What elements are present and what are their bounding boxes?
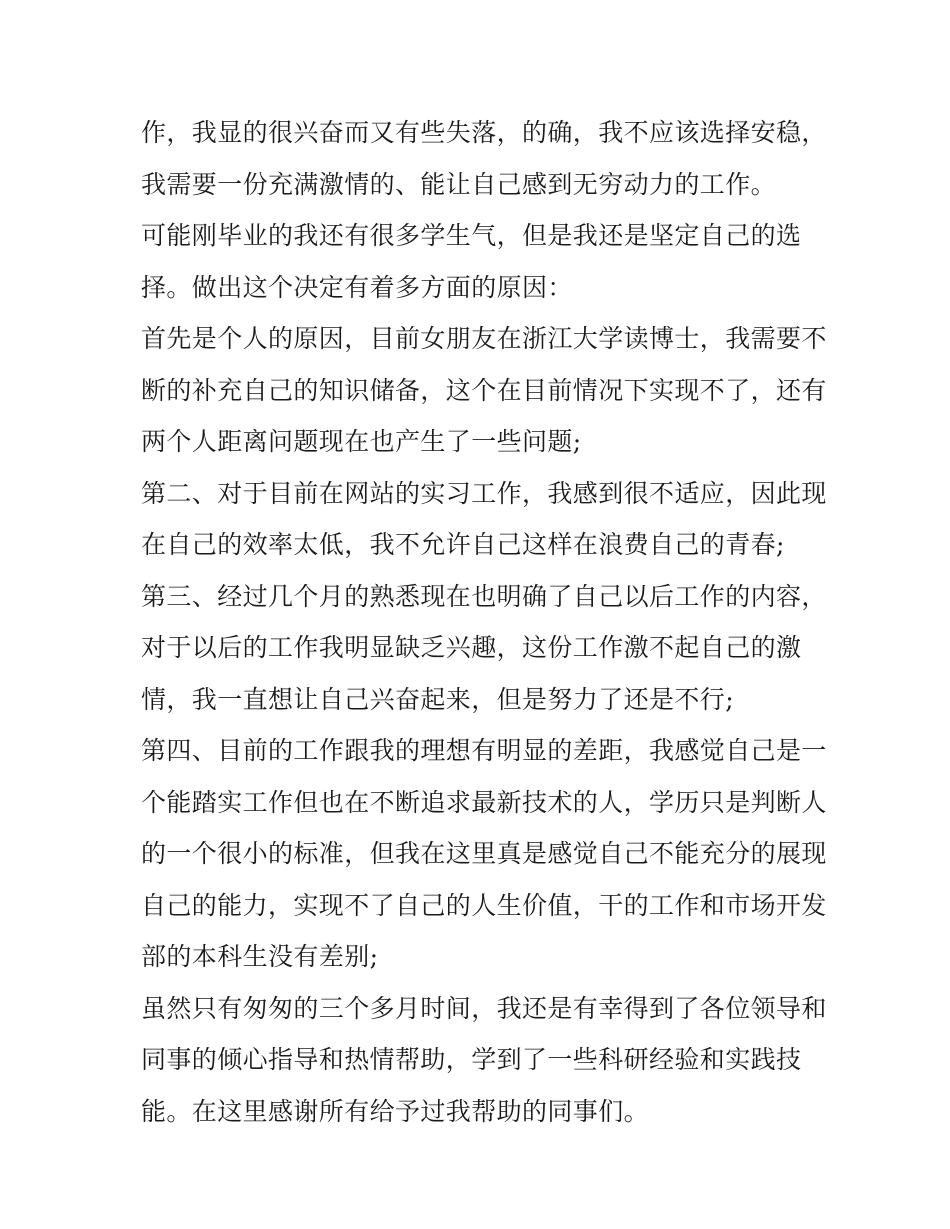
text-line: 情，我一直想让自己兴奋起来，但是努力了还是不行; xyxy=(141,684,735,714)
text-line: 在自己的效率太低，我不允许自己这样在浪费自己的青春; xyxy=(141,530,785,559)
text-line: 部的本科生没有差别; xyxy=(141,942,379,971)
body-text xyxy=(141,107,831,1137)
text-line: 个能踏实工作但也在不断追求最新技术的人，学历只是判断人 xyxy=(141,787,827,817)
text-line: 断的补充自己的知识储备，这个在目前情况下实现不了，还有 xyxy=(141,375,827,405)
text-line: 可能刚毕业的我还有很多学生气，但是我还是坚定自己的选 xyxy=(141,221,802,250)
text-line: 首先是个人的原因，目前女朋友在浙江大学读博士，我需要不 xyxy=(141,324,827,353)
text-line: 第四、目前的工作跟我的理想有明显的差距，我感觉自己是一 xyxy=(141,736,827,765)
text-line: 我需要一份充满激情的、能让自己感到无穷动力的工作。 xyxy=(141,169,777,199)
text-line: 同事的倾心指导和热情帮助，学到了一些科研经验和实践技 xyxy=(141,1045,802,1074)
text-line: 第二、对于目前在网站的实习工作，我感到很不适应，因此现 xyxy=(141,478,827,508)
text-line: 择。做出这个决定有着多方面的原因： xyxy=(141,272,573,302)
text-line: 虽然只有匆匆的三个多月时间，我还是有幸得到了各位领导和 xyxy=(141,993,827,1023)
text-line: 自己的能力，实现不了自己的人生价值，干的工作和市场开发 xyxy=(141,890,827,920)
text-line: 第三、经过几个月的熟悉现在也明确了自己以后工作的内容， xyxy=(141,581,827,611)
text-line: 作，我显的很兴奋而又有些失落，的确，我不应该选择安稳， xyxy=(141,118,827,147)
text-line: 两个人距离问题现在也产生了一些问题; xyxy=(141,427,582,456)
text-line: 对于以后的工作我明显缺乏兴趣，这份工作激不起自己的激 xyxy=(141,633,802,662)
text-line: 能。在这里感谢所有给予过我帮助的同事们。 xyxy=(141,1096,650,1126)
text-line: 的一个很小的标准，但我在这里真是感觉自己不能充分的展现 xyxy=(141,839,827,868)
